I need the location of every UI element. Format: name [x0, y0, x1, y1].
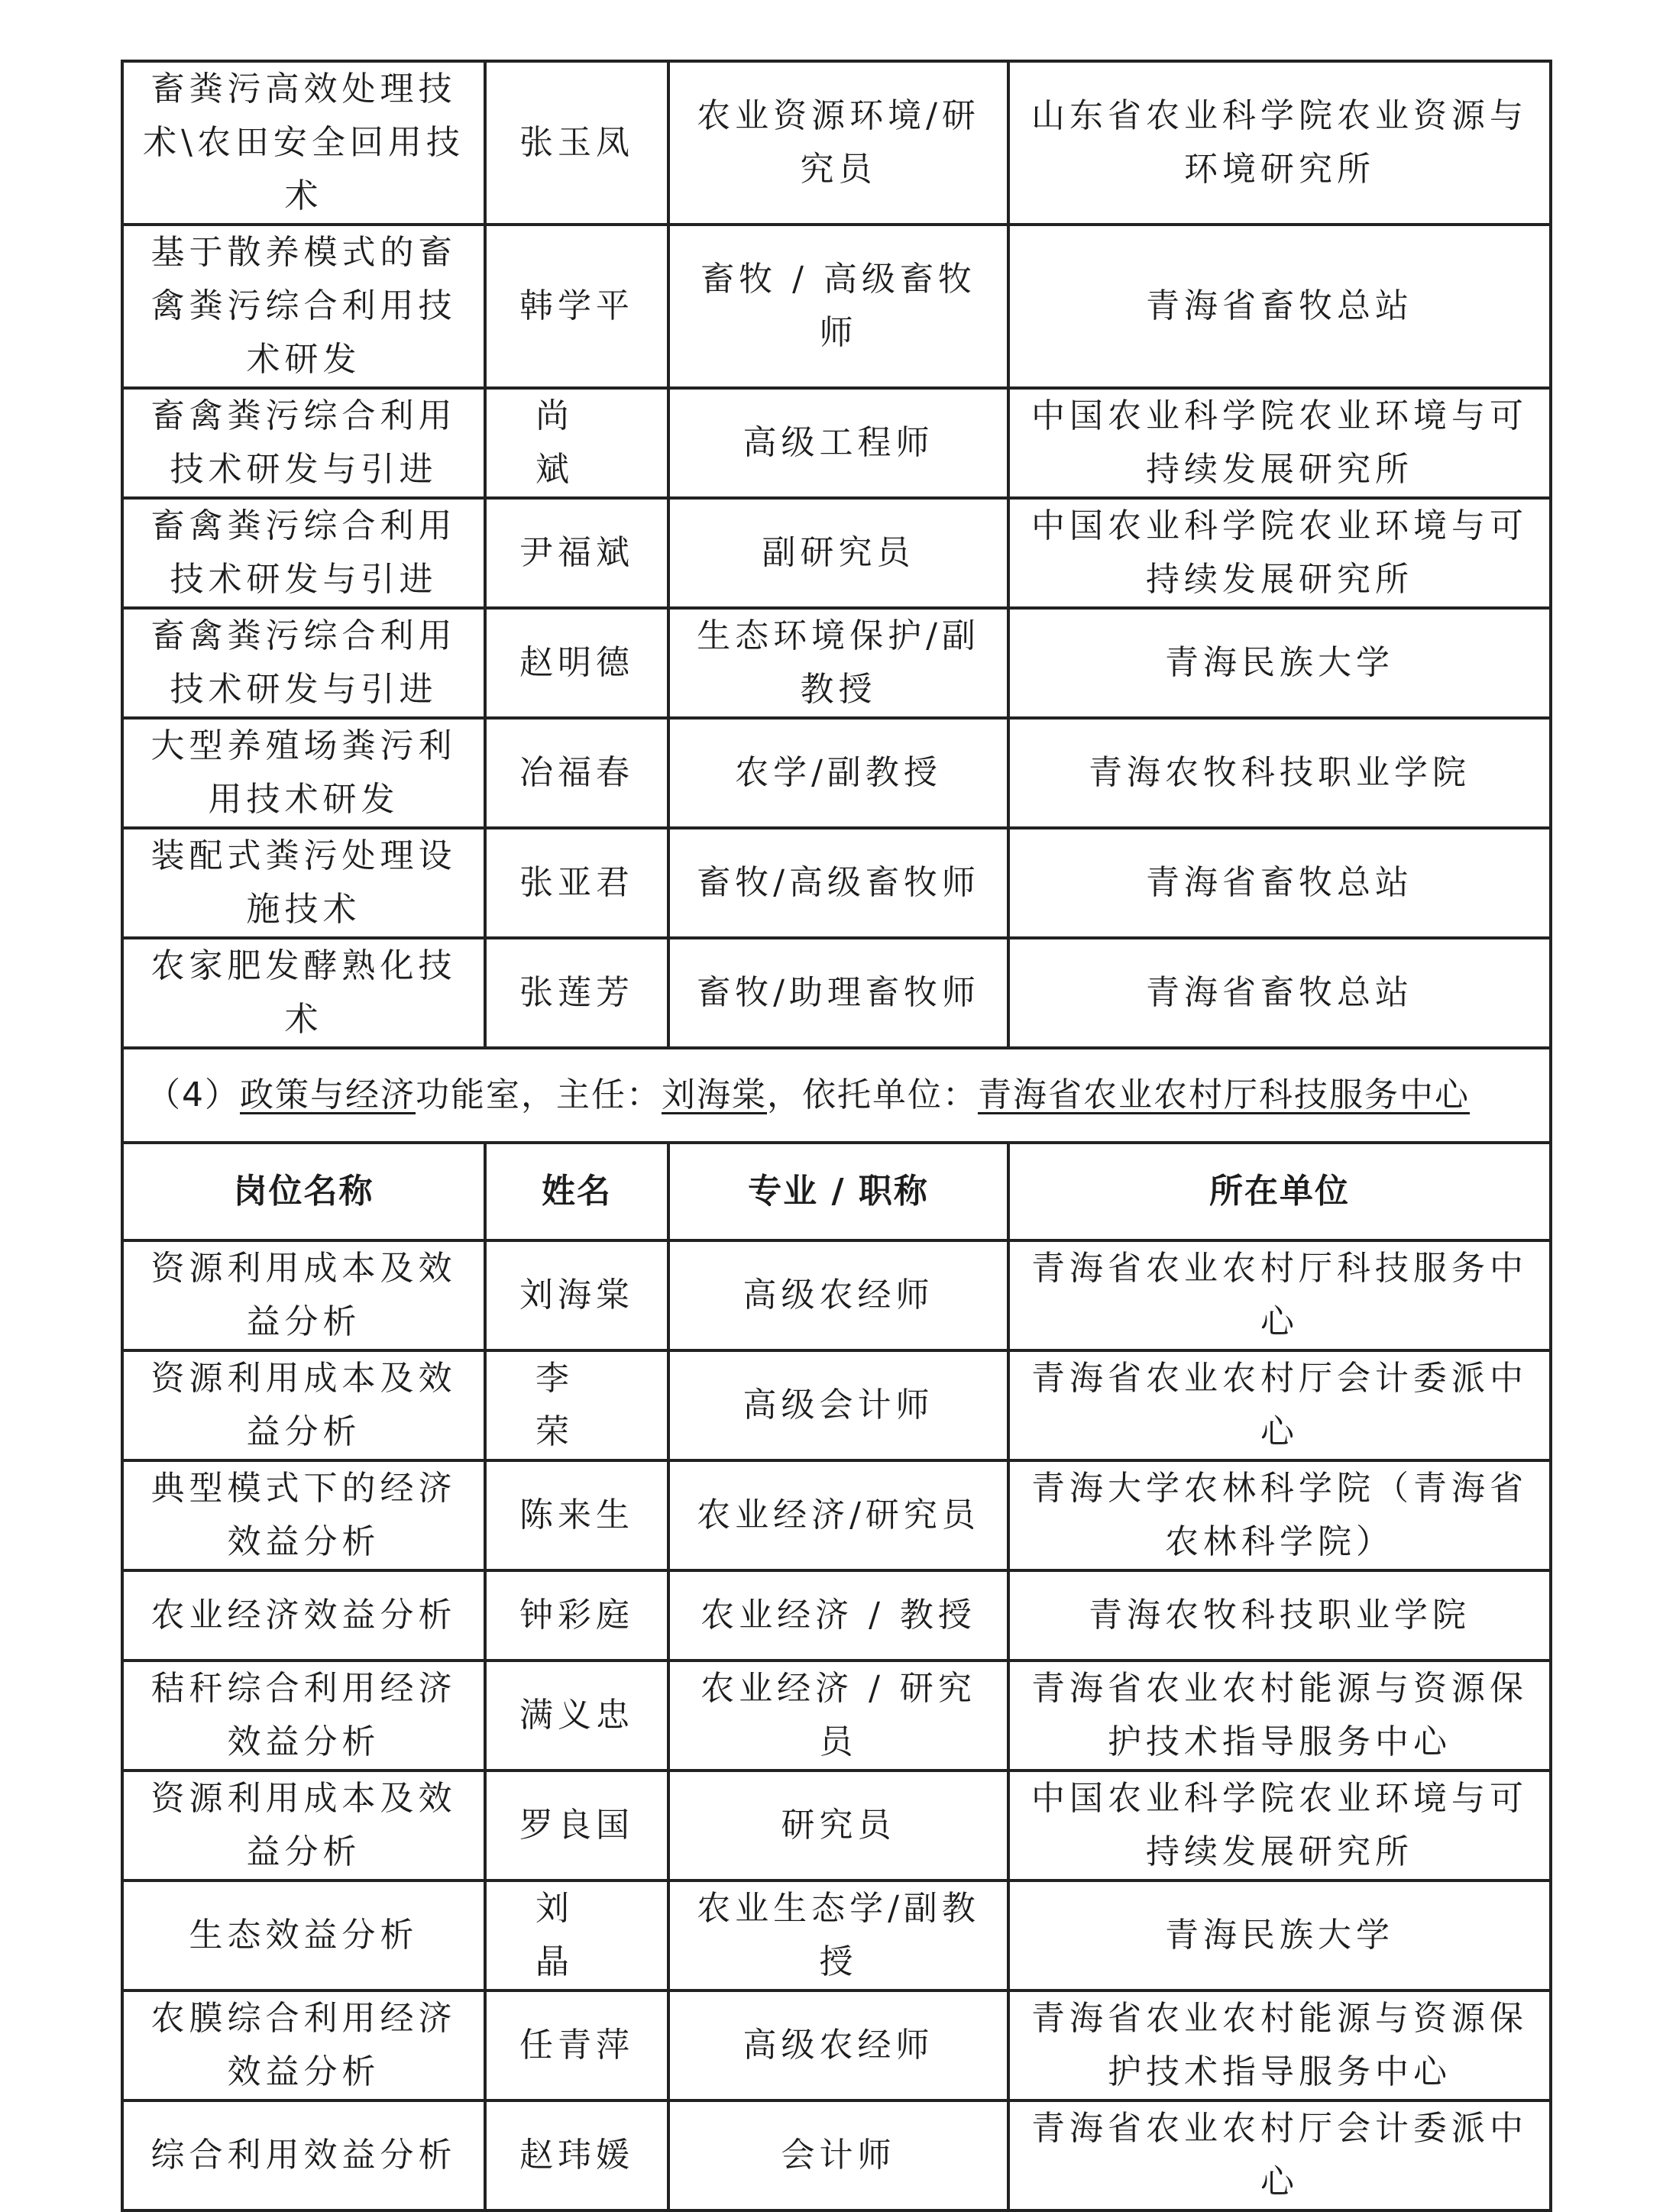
unit-cell: 中国农业科学院农业环境与可持续发展研究所 — [1008, 388, 1551, 498]
post-cell: 资源利用成本及效益分析 — [122, 1240, 485, 1350]
title-cell: 畜牧/高级畜牧师 — [668, 828, 1008, 938]
title-cell: 农业经济 / 教授 — [668, 1570, 1008, 1661]
post-cell: 畜禽粪污综合利用技术研发与引进 — [122, 388, 485, 498]
title-cell: 农业经济 / 研究员 — [668, 1661, 1008, 1771]
title-cell: 农业经济/研究员 — [668, 1460, 1008, 1570]
post-cell: 农家肥发酵熟化技术 — [122, 938, 485, 1048]
unit-cell: 青海省农业农村能源与资源保护技术指导服务中心 — [1008, 1661, 1551, 1771]
office-suffix: 功能室，主任： — [416, 1075, 662, 1114]
unit-cell: 青海大学农林科学院（青海省农林科学院） — [1008, 1460, 1551, 1570]
unit-cell: 青海省畜牧总站 — [1008, 938, 1551, 1048]
title-cell: 会计师 — [668, 2100, 1008, 2210]
post-cell: 农业经济效益分析 — [122, 1570, 485, 1661]
name-cell: 满义忠 — [485, 1661, 668, 1771]
title-cell: 高级工程师 — [668, 388, 1008, 498]
host-label: ，依托单位： — [767, 1075, 978, 1114]
post-cell: 畜粪污高效处理技术\农田安全回用技术 — [122, 61, 485, 225]
title-cell: 农业生态学/副教授 — [668, 1881, 1008, 1990]
unit-cell: 青海农牧科技职业学院 — [1008, 718, 1551, 828]
unit-cell: 中国农业科学院农业环境与可持续发展研究所 — [1008, 498, 1551, 608]
table-row — [122, 1661, 1551, 1771]
unit-cell: 青海省农业农村厅会计委派中心 — [1008, 1350, 1551, 1460]
name-cell: 韩学平 — [485, 225, 668, 388]
unit-cell: 青海省农业农村厅科技服务中心 — [1008, 1240, 1551, 1350]
header-name: 姓名 — [485, 1143, 668, 1240]
section-heading — [122, 1048, 1551, 1143]
table-row — [122, 1771, 1551, 1881]
header-title: 专业 / 职称 — [668, 1143, 1008, 1240]
title-cell: 生态环境保护/副教授 — [668, 608, 1008, 718]
director-name: 刘海棠 — [662, 1075, 767, 1114]
header-unit: 所在单位 — [1008, 1143, 1551, 1240]
post-cell: 大型养殖场粪污利用技术研发 — [122, 718, 485, 828]
section-prefix: （4） — [147, 1075, 240, 1114]
title-cell: 高级会计师 — [668, 1350, 1008, 1460]
name-cell: 李 荣 — [485, 1350, 668, 1460]
host-unit: 青海省农业农村厅科技服务中心 — [978, 1075, 1470, 1114]
table-row — [122, 1240, 1551, 1350]
table-row — [122, 2100, 1551, 2210]
table-row — [122, 608, 1551, 718]
table-row — [122, 1350, 1551, 1460]
name-cell: 罗良国 — [485, 1771, 668, 1881]
table-row — [122, 718, 1551, 828]
title-cell: 农业资源环境/研究员 — [668, 61, 1008, 225]
table-row — [122, 61, 1551, 225]
name-cell: 钟彩庭 — [485, 1570, 668, 1661]
title-cell: 高级农经师 — [668, 1990, 1008, 2100]
name-cell: 刘 晶 — [485, 1881, 668, 1990]
unit-cell: 青海省畜牧总站 — [1008, 828, 1551, 938]
personnel-table — [121, 60, 1552, 2212]
title-cell: 农学/副教授 — [668, 718, 1008, 828]
table-row — [122, 938, 1551, 1048]
title-cell: 高级农经师 — [668, 1240, 1008, 1350]
name-cell: 冶福春 — [485, 718, 668, 828]
post-cell: 畜禽粪污综合利用技术研发与引进 — [122, 498, 485, 608]
name-cell: 赵明德 — [485, 608, 668, 718]
title-cell: 研究员 — [668, 1771, 1008, 1881]
unit-cell: 中国农业科学院农业环境与可持续发展研究所 — [1008, 1771, 1551, 1881]
name-cell: 张玉凤 — [485, 61, 668, 225]
table-row — [122, 1570, 1551, 1661]
unit-cell: 青海民族大学 — [1008, 1881, 1551, 1990]
table-row — [122, 388, 1551, 498]
unit-cell: 青海省农业农村厅会计委派中心 — [1008, 2100, 1551, 2210]
table-row — [122, 1990, 1551, 2100]
name-cell: 陈来生 — [485, 1460, 668, 1570]
table-row — [122, 498, 1551, 608]
name-cell: 张亚君 — [485, 828, 668, 938]
table-row — [122, 225, 1551, 388]
table-row — [122, 1460, 1551, 1570]
table-row — [122, 828, 1551, 938]
unit-cell: 山东省农业科学院农业资源与环境研究所 — [1008, 61, 1551, 225]
post-cell: 综合利用效益分析 — [122, 2100, 485, 2210]
unit-cell: 青海省农业农村能源与资源保护技术指导服务中心 — [1008, 1990, 1551, 2100]
table-header-row — [122, 1143, 1551, 1240]
name-cell: 任青萍 — [485, 1990, 668, 2100]
title-cell: 畜牧 / 高级畜牧师 — [668, 225, 1008, 388]
name-cell: 刘海棠 — [485, 1240, 668, 1350]
unit-cell: 青海省畜牧总站 — [1008, 225, 1551, 388]
section-heading-row — [122, 1048, 1551, 1143]
post-cell: 资源利用成本及效益分析 — [122, 1771, 485, 1881]
unit-cell: 青海民族大学 — [1008, 608, 1551, 718]
name-cell: 赵玮媛 — [485, 2100, 668, 2210]
post-cell: 畜禽粪污综合利用技术研发与引进 — [122, 608, 485, 718]
name-cell: 尚 斌 — [485, 388, 668, 498]
post-cell: 资源利用成本及效益分析 — [122, 1350, 485, 1460]
header-post: 岗位名称 — [122, 1143, 485, 1240]
title-cell: 副研究员 — [668, 498, 1008, 608]
title-cell: 畜牧/助理畜牧师 — [668, 938, 1008, 1048]
table-row — [122, 1881, 1551, 1990]
name-cell: 张莲芳 — [485, 938, 668, 1048]
post-cell: 基于散养模式的畜禽粪污综合利用技术研发 — [122, 225, 485, 388]
post-cell: 秸秆综合利用经济效益分析 — [122, 1661, 485, 1771]
post-cell: 装配式粪污处理设施技术 — [122, 828, 485, 938]
post-cell: 典型模式下的经济效益分析 — [122, 1460, 485, 1570]
name-cell: 尹福斌 — [485, 498, 668, 608]
office-name: 政策与经济 — [240, 1075, 416, 1114]
post-cell: 农膜综合利用经济效益分析 — [122, 1990, 485, 2100]
unit-cell: 青海农牧科技职业学院 — [1008, 1570, 1551, 1661]
post-cell: 生态效益分析 — [122, 1881, 485, 1990]
